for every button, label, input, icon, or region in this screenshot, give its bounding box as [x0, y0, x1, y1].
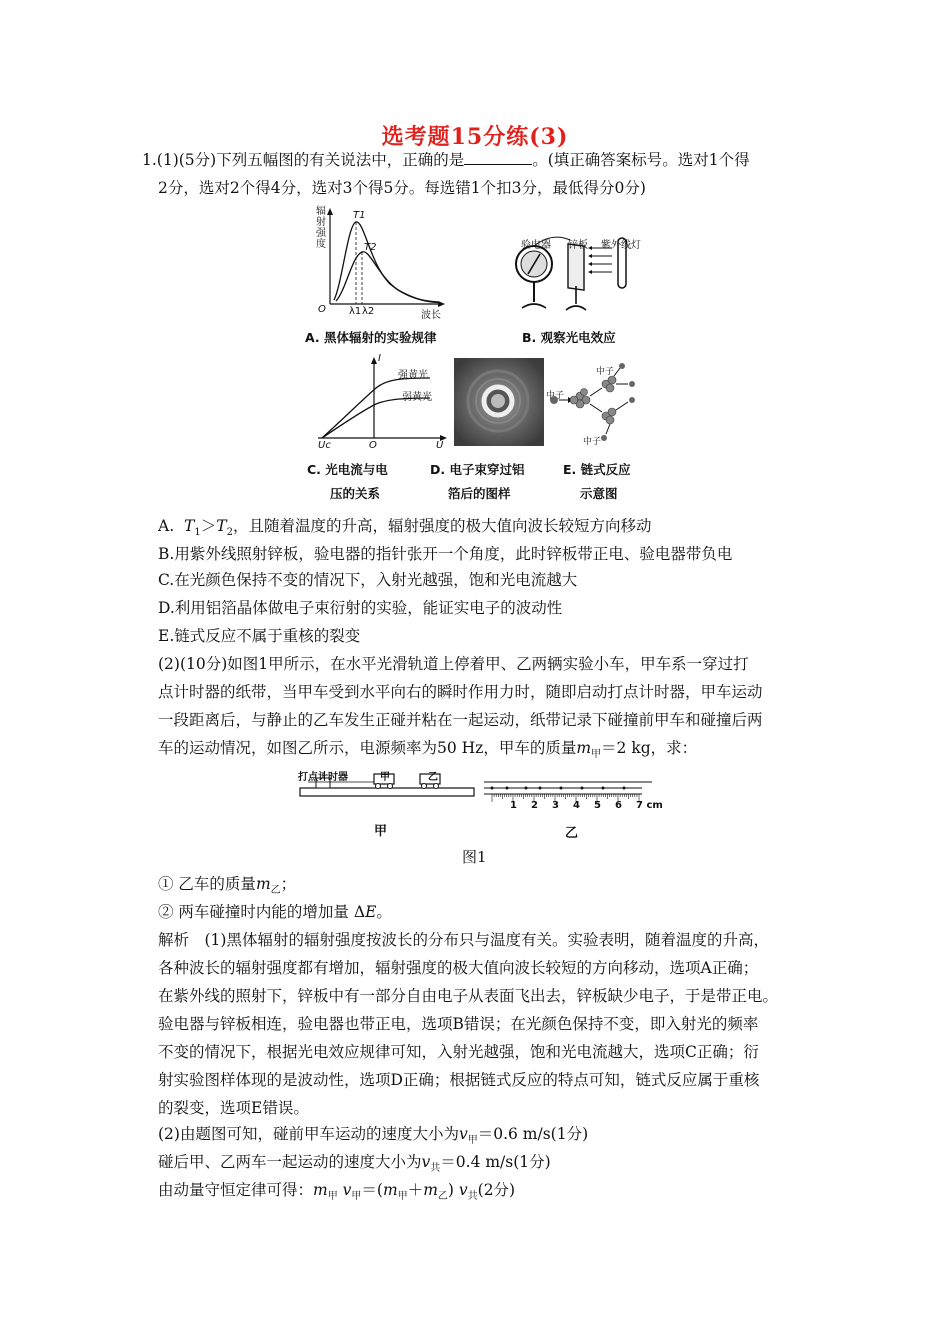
page-title: 选考题15分练(3): [381, 124, 569, 150]
fig-c-origin-label: O: [369, 440, 377, 451]
fig-b-electroscope-label: 验电器: [521, 240, 551, 251]
option-a-t1: T: [183, 517, 195, 535]
analysis-v-jia-sub: 甲: [467, 1135, 478, 1147]
q2-line-1: (2)(10分)如图1甲所示，在水平光滑轨道上停着甲、乙两辆实验小车，甲车系一穿过打: [158, 655, 749, 673]
tape-dot: [560, 787, 563, 790]
question-intro-line-1: [142, 146, 750, 174]
sub-question-1-symbol: m: [255, 875, 271, 893]
fig-c-caption-1: C. 光电流与电: [307, 462, 388, 477]
fig-a-lambda2-label: λ2: [362, 306, 375, 317]
analysis-line-5: 不变的情况下，根据光电效应规律可知，入射光越强，饱和光电流越大，选项C正确；衍: [158, 1043, 759, 1061]
eq-m3: m: [423, 1181, 438, 1199]
ruler-tick-label: 1: [510, 800, 517, 811]
ruler-tick-label: 6: [615, 800, 622, 811]
option-a-t2-sub: 2: [226, 527, 233, 539]
option-a-t2: T: [216, 517, 227, 535]
question-intro-text-b: 。(填正确答案标号。选对1个得: [532, 151, 750, 169]
eq-points: (2分): [477, 1181, 516, 1199]
q2-line-4-b: ＝2 kg，求：: [601, 739, 698, 757]
fig-b-uv-label: 紫外线灯: [601, 240, 641, 251]
fig-a-lambda1-label: λ1: [349, 306, 362, 317]
analysis-v-gong-sub: 共: [430, 1163, 441, 1175]
ruler-tick-label: 2: [531, 800, 538, 811]
analysis-line-10-a: 由动量守恒定律可得：: [158, 1181, 314, 1199]
fig-c-x-label: U: [436, 440, 444, 451]
sub-question-1-text: ① 乙车的质量: [158, 875, 256, 893]
ruler-tick-label: 3: [552, 800, 559, 811]
q2-mass-symbol: m: [576, 739, 592, 757]
eq-m2: m: [382, 1181, 398, 1199]
option-c: C.在光颜色保持不变的情况下，入射光越强，饱和光电流越大: [158, 571, 578, 589]
tape-dot: [539, 787, 542, 790]
analysis-v-jia: v: [458, 1125, 468, 1143]
fig-d-caption-2: 箔后的图样: [448, 486, 511, 501]
fig-a-origin-label: O: [318, 304, 326, 315]
analysis-line-4: 验电器与锌板相连，验电器也带正电，选项B错误；在光颜色保持不变，即入射光的频率: [158, 1015, 759, 1033]
fig-c-weak-label: 弱黄光: [402, 392, 432, 403]
analysis-line-8-b: ＝0.6 m/s(1分): [477, 1125, 589, 1143]
sub-question-2-end: 。: [376, 903, 392, 921]
fig-e-neutron-label-left: 中子: [546, 391, 565, 401]
fig-c-strong-label: 强黄光: [398, 370, 428, 381]
eq-plus: ＋: [407, 1181, 424, 1199]
tape-dot: [623, 787, 626, 790]
tape-dot: [525, 787, 528, 790]
sub-question-2: [158, 898, 392, 926]
fig-a-x-label: 波长: [421, 310, 441, 321]
eq-m3-sub: 乙: [437, 1191, 448, 1203]
fig-a-caption: A. 黑体辐射的实验规律: [305, 330, 437, 345]
answer-blank[interactable]: [464, 150, 532, 165]
eq-v1-sub: 甲: [351, 1191, 362, 1203]
question-intro-line-2: 2分，选对2个得4分，选对3个得5分。每选错1个扣3分，最低得分0分): [158, 179, 646, 197]
fig-e-neutron-label-top: 中子: [596, 367, 615, 377]
fig-a-t1-label: T1: [353, 210, 366, 221]
sub-question-1-end: ；: [280, 875, 297, 893]
fig-b-zinc-label: 锌板: [568, 240, 588, 251]
ruler-tick-label: 5: [594, 800, 601, 811]
analysis-line-3: 在紫外线的照射下，锌板中有一部分自由电子从表面飞出去，锌板缺少电子，于是带正电。: [158, 987, 779, 1005]
fig-e-neutron-label-bottom: 中子: [583, 437, 602, 447]
fig-c-caption-2: 压的关系: [330, 486, 381, 501]
option-e: E.链式反应不属于重核的裂变: [158, 627, 361, 645]
tape-dot: [602, 787, 605, 790]
ruler-tick-label: 4: [573, 800, 580, 811]
option-a-text: ，且随着温度的升高，辐射强度的极大值向波长较短方向移动: [232, 517, 652, 535]
analysis-line-6: 射实验图样体现的是波动性，选项D正确；根据链式反应的特点可知，链式反应属于重核: [158, 1071, 760, 1089]
eq-m2-sub: 甲: [397, 1191, 408, 1203]
fig1-car-jia-label: 甲: [380, 772, 390, 783]
analysis-line-9-a: 碰后甲、乙两车一起运动的速度大小为: [158, 1153, 422, 1171]
eq-close: ): [447, 1181, 454, 1199]
fig-c-uc-label: Uc: [318, 440, 331, 451]
q2-line-2: 点计时器的纸带，当甲车受到水平向右的瞬时作用力时，随即启动打点计时器，甲车运动: [158, 683, 763, 701]
question-intro-text-a: 1.(1)(5分)下列五幅图的有关说法中，正确的是: [142, 151, 465, 169]
eq-open: ＝(: [361, 1181, 383, 1199]
eq-m1: m: [313, 1181, 328, 1199]
fig1-car-yi-label: 乙: [428, 772, 438, 783]
eq-v2-sub: 共: [467, 1191, 478, 1203]
analysis-line-1: 解析 (1)黑体辐射的辐射强度按波长的分布只与温度有关。实验表明，随着温度的升高，: [158, 931, 769, 949]
ruler-tick-label: 7 cm: [636, 800, 663, 811]
analysis-line-2: 各种波长的辐射强度都有增加，辐射强度的极大值向波长较短的方向移动，选项A正确；: [158, 959, 759, 977]
analysis-line-9-b: ＝0.4 m/s(1分): [440, 1153, 551, 1171]
fig1-sub-jia: 甲: [374, 824, 388, 839]
tape-dot: [491, 787, 494, 790]
fig-b-caption: B. 观察光电效应: [522, 330, 616, 345]
fig-e-caption-2: 示意图: [580, 486, 618, 501]
q2-line-4-a: 车的运动情况，如图乙所示，电源频率为50 Hz，甲车的质量: [158, 739, 577, 757]
fig-e-caption-1: E. 链式反应: [563, 462, 631, 477]
q2-mass-sub: 甲: [591, 749, 602, 761]
tape-dot: [506, 787, 509, 790]
analysis-line-7: 的裂变，选项E错误。: [158, 1099, 309, 1117]
sub-question-2-symbol: E: [365, 903, 377, 921]
figure-d-diffraction-image: [454, 358, 544, 446]
tape-dot: [581, 787, 584, 790]
option-a-prefix: A.: [158, 517, 184, 535]
analysis-line-10: [158, 1176, 515, 1211]
option-d: D.利用铝箔晶体做电子束衍射的实验，能证实电子的波动性: [158, 599, 563, 617]
eq-v1: v: [337, 1181, 352, 1199]
fig1-caption: 图1: [462, 848, 487, 866]
option-b: B.用紫外线照射锌板，验电器的指针张开一个角度，此时锌板带正电、验电器带负电: [158, 545, 733, 563]
fig1-timer-label: 打点计时器: [298, 772, 348, 783]
fig-a-t2-label: T2: [364, 242, 377, 253]
fig-a-y-label: 辐射强度: [316, 206, 326, 250]
q2-line-3: 一段距离后，与静止的乙车发生正碰并粘在一起运动，纸带记录下碰撞前甲车和碰撞后两: [158, 711, 763, 729]
fig-c-y-label: I: [378, 353, 381, 364]
option-a-t1-sub: 1: [194, 527, 201, 539]
sub-question-2-text: ② 两车碰撞时内能的增加量 Δ: [158, 903, 366, 921]
eq-m1-sub: 甲: [327, 1191, 338, 1203]
analysis-line-8-a: (2)由题图可知，碰前甲车运动的速度大小为: [158, 1125, 459, 1143]
analysis-v-gong: v: [421, 1153, 431, 1171]
sub-question-1-sub: 乙: [270, 885, 281, 897]
fig-d-caption-1: D. 电子束穿过铝: [430, 462, 525, 477]
eq-v2: v: [453, 1181, 468, 1199]
fig1-sub-yi: 乙: [565, 826, 579, 841]
option-a-gt: ＞: [200, 517, 217, 535]
